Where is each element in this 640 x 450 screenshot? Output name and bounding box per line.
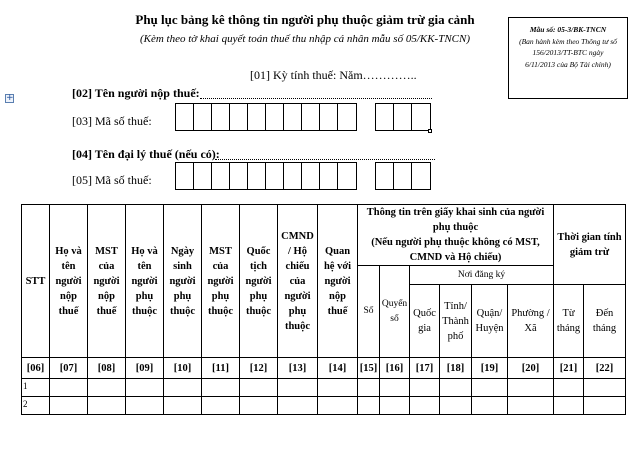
dependents-table	[21, 204, 626, 415]
column-number: [17]	[410, 358, 440, 379]
table-cell[interactable]	[472, 379, 508, 397]
table-cell[interactable]	[164, 397, 202, 415]
agent-name-label: [04] Tên đại lý thuế (nếu có):	[72, 147, 220, 161]
table-cell[interactable]	[380, 379, 410, 397]
form-code-box	[508, 17, 628, 99]
col-relationship: Quan hệ với người nộp thuế	[318, 205, 358, 358]
table-cell[interactable]	[472, 397, 508, 415]
table-cell[interactable]	[164, 379, 202, 397]
column-number: [16]	[380, 358, 410, 379]
document-title: Phụ lục bảng kê thông tin người phụ thuộc giảm trừ gia cảnh	[135, 12, 475, 27]
col-taxpayer-name: Họ và tên người nộp thuế	[50, 205, 88, 358]
taxpayer-tin-label: [03] Mã số thuế:	[72, 114, 152, 128]
resize-handle[interactable]	[428, 129, 432, 133]
table-cell[interactable]	[584, 379, 626, 397]
column-number-row	[22, 358, 626, 379]
table-cell[interactable]	[202, 379, 240, 397]
table-cell[interactable]	[318, 379, 358, 397]
col-taxpayer-tin: MST của người nộp thuế	[88, 205, 126, 358]
col-nationality: Quốc tịch người phụ thuộc	[240, 205, 278, 358]
col-from-month: Từ tháng	[554, 285, 584, 358]
col-id-passport: CMND / Hộ chiếu của người phụ thuộc	[278, 205, 318, 358]
table-cell[interactable]	[358, 379, 380, 397]
form-note-line: 6/11/2013 của Bộ Tài chính)	[525, 59, 611, 69]
table-cell[interactable]	[508, 397, 554, 415]
column-number: [20]	[508, 358, 554, 379]
table-cell[interactable]	[440, 397, 472, 415]
column-number: [13]	[278, 358, 318, 379]
deduction-period-group: Thời gian tính giảm trừ	[554, 205, 626, 285]
table-cell[interactable]	[126, 379, 164, 397]
row-number: 2	[22, 397, 50, 415]
table-cell[interactable]	[202, 397, 240, 415]
table-cell[interactable]	[318, 397, 358, 415]
col-province: Tỉnh/ Thành phố	[440, 285, 472, 358]
col-dependent-name: Họ và tên người phụ thuộc	[126, 205, 164, 358]
table-cell[interactable]	[554, 379, 584, 397]
table-cell[interactable]	[88, 397, 126, 415]
taxpayer-tin-boxes-main[interactable]	[175, 103, 357, 131]
document-subtitle: (Kèm theo tờ khai quyết toán thuế thu nhập cá nhân mẫu số 05/KK-TNCN)	[139, 33, 471, 45]
form-note-line: (Ban hành kèm theo Thông tư số	[519, 36, 617, 46]
table-cell[interactable]	[240, 397, 278, 415]
taxpayer-name-label: [02] Tên người nộp thuế:	[72, 86, 200, 100]
column-number: [22]	[584, 358, 626, 379]
col-district: Quận/ Huyện	[472, 285, 508, 358]
column-number: [09]	[126, 358, 164, 379]
birth-certificate-group	[358, 205, 554, 266]
plus-box-icon[interactable]: +	[6, 93, 14, 103]
table-cell[interactable]	[88, 379, 126, 397]
agent-tin-label: [05] Mã số thuế:	[72, 173, 152, 187]
column-number: [14]	[318, 358, 358, 379]
column-number: [21]	[554, 358, 584, 379]
row-number: 1	[22, 379, 50, 397]
agent-tin-boxes-branch[interactable]	[375, 162, 431, 190]
birth-group-note: (Nếu người phụ thuộc không có MST, CMND và Hộ chiếu)	[371, 237, 540, 263]
agent-name-field[interactable]	[215, 159, 435, 160]
column-number: [18]	[440, 358, 472, 379]
table-cell[interactable]	[278, 379, 318, 397]
col-stt: STT	[22, 205, 50, 358]
column-number: [10]	[164, 358, 202, 379]
table-cell[interactable]	[380, 397, 410, 415]
form-note-line: 156/2013/TT-BTC ngày	[532, 48, 604, 57]
table-cell[interactable]	[508, 379, 554, 397]
col-country: Quốc gia	[410, 285, 440, 358]
table-cell[interactable]	[50, 379, 88, 397]
table-cell[interactable]	[410, 379, 440, 397]
tax-period: [01] Kỳ tính thuế: Năm…………..	[250, 68, 417, 82]
table-cell[interactable]	[358, 397, 380, 415]
col-birth-date: Ngày sinh người phụ thuộc	[164, 205, 202, 358]
form-code: Mẫu số: 05-3/BK-TNCN	[529, 25, 607, 34]
column-number: [12]	[240, 358, 278, 379]
table-cell[interactable]	[240, 379, 278, 397]
table-cell[interactable]	[440, 379, 472, 397]
column-number: [15]	[358, 358, 380, 379]
col-ward: Phường / Xã	[508, 285, 554, 358]
col-dependent-tin: MST của người phụ thuộc	[202, 205, 240, 358]
column-number: [19]	[472, 358, 508, 379]
column-number: [08]	[88, 358, 126, 379]
taxpayer-tin-boxes-branch[interactable]	[375, 103, 431, 131]
column-number: [07]	[50, 358, 88, 379]
col-birth-number: Số	[358, 266, 380, 358]
col-to-month: Đến tháng	[584, 285, 626, 358]
birth-group-title: Thông tin trên giấy khai sinh của người phụ thuộc	[366, 207, 545, 233]
col-book-number: Quyển số	[380, 266, 410, 358]
table-row[interactable]	[22, 397, 626, 415]
registered-place-group: Nơi đăng ký	[410, 266, 554, 285]
column-number: [06]	[22, 358, 50, 379]
agent-tin-boxes-main[interactable]	[175, 162, 357, 190]
table-cell[interactable]	[554, 397, 584, 415]
column-number: [11]	[202, 358, 240, 379]
table-row[interactable]	[22, 379, 626, 397]
table-cell[interactable]	[584, 397, 626, 415]
table-cell[interactable]	[410, 397, 440, 415]
table-cell[interactable]	[126, 397, 164, 415]
table-cell[interactable]	[278, 397, 318, 415]
table-cell[interactable]	[50, 397, 88, 415]
taxpayer-name-field[interactable]	[200, 98, 432, 99]
